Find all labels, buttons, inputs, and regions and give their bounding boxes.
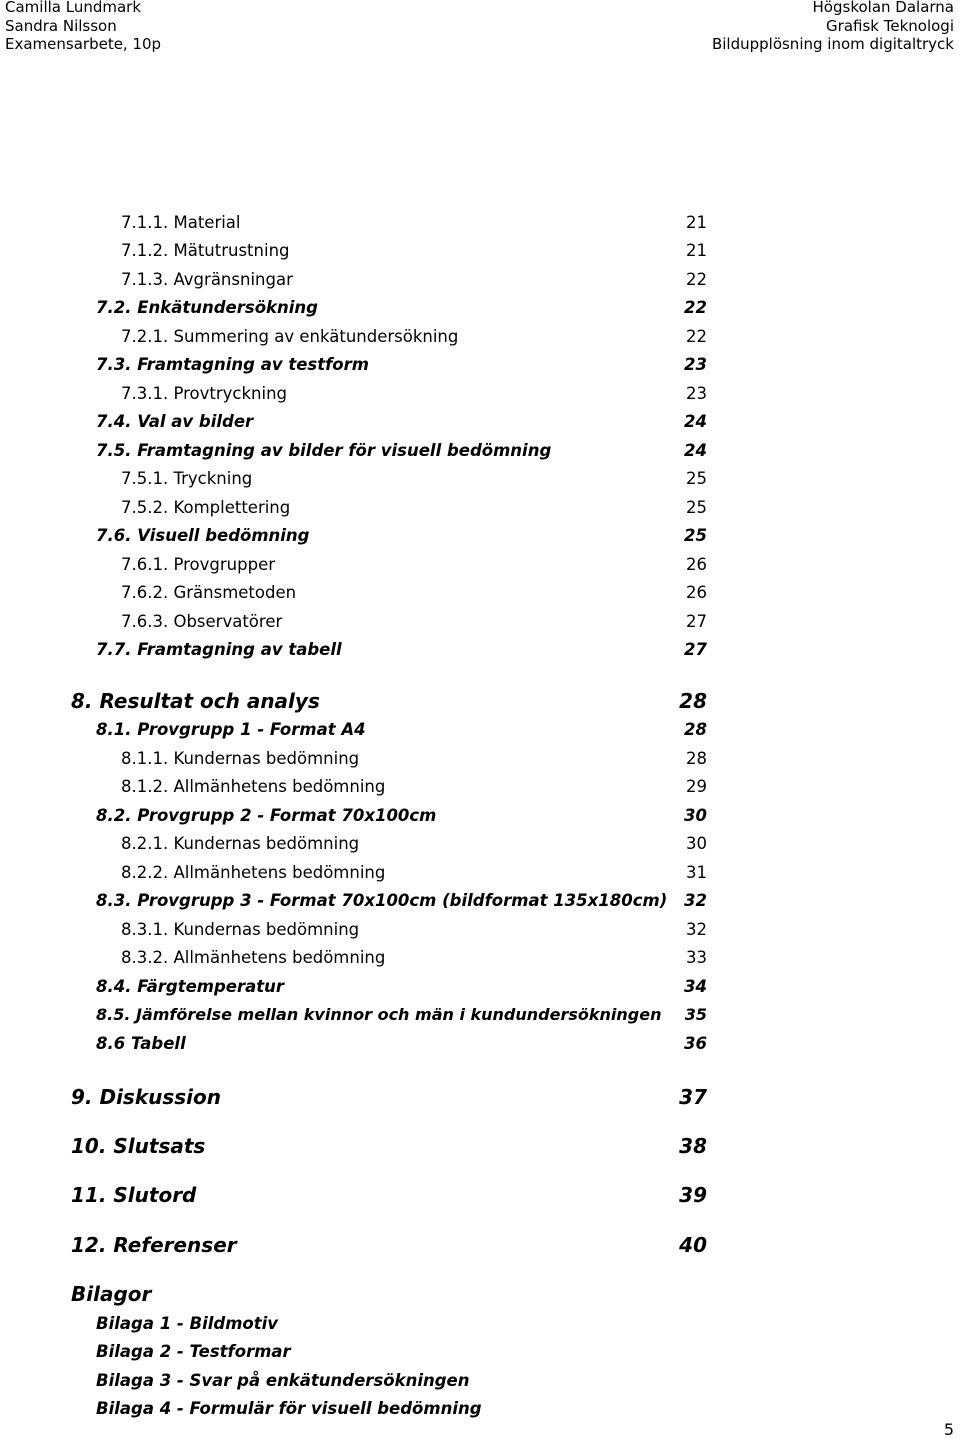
toc-chapter [0,1085,960,1111]
toc-entry [0,384,960,410]
toc-chapter [0,1134,960,1160]
toc-entry-label: 7.6.3. Observatörer [121,612,283,631]
toc-entry-label: 8.1.1. Kundernas bedömning [121,749,360,768]
toc-entry-page: 27 [686,612,707,631]
toc-entry-label: 7.6.1. Provgrupper [121,555,276,574]
toc-entry-label: 7.7. Framtagning av tabell [96,640,342,659]
toc-entry [0,270,960,296]
toc-entry-page: 29 [686,777,707,796]
toc-entry-page: 21 [686,241,707,260]
toc-entry-page: 31 [686,863,707,882]
toc-entry-page: 22 [686,270,707,289]
toc-entry-label: 8.4. Färgtemperatur [96,977,285,996]
toc-appendix [0,1314,960,1340]
toc-appendix-label: Bilaga 2 - Testformar [96,1342,291,1361]
toc-entry-page: 22 [684,298,707,317]
toc-entry [0,834,960,860]
toc-chapter-label: 10. Slutsats [71,1134,206,1158]
toc-entry-label: 8.1. Provgrupp 1 - Format A4 [96,720,366,739]
toc-appendix [0,1342,960,1368]
toc-appendix [0,1371,960,1397]
department: Grafisk Teknologi [826,16,954,35]
toc-entry [0,640,960,666]
toc-entry-page: 24 [684,412,707,431]
toc-entry [0,583,960,609]
toc-chapter-page: 28 [679,689,707,713]
toc-entry-label: 8.1.2. Allmänhetens bedömning [121,777,386,796]
toc-entry-label: 8.2.2. Allmänhetens bedömning [121,863,386,882]
toc-entry [0,977,960,1003]
toc-entry-label: 8.6 Tabell [96,1034,186,1053]
toc-chapter-page: 39 [679,1183,707,1207]
page-number: 5 [943,1420,954,1439]
toc-chapter-page: 37 [679,1085,707,1109]
toc-entry-page: 32 [686,920,707,939]
toc-entry [0,526,960,552]
toc-entry-label: 7.4. Val av bilder [96,412,254,431]
toc-entry-label: 7.5. Framtagning av bilder för visuell bedömning [96,441,552,460]
toc-entry [0,412,960,438]
toc-appendix-heading [0,1282,960,1308]
toc-entry-label: 7.3.1. Provtryckning [121,384,288,403]
toc-entry-page: 21 [686,213,707,232]
toc-entry-page: 28 [684,720,707,739]
toc-entry-label: 7.1.1. Material [121,213,241,232]
toc-entry [0,1005,960,1031]
toc-appendix-heading-label: Bilagor [71,1282,152,1306]
toc-entry-page: 22 [686,327,707,346]
toc-appendix-label: Bilaga 3 - Svar på enkätundersökningen [96,1371,470,1390]
toc-entry-label: 8.3. Provgrupp 3 - Format 70x100cm (bildformat 135x180cm) [96,891,668,910]
institution: Högskolan Dalarna [812,0,954,16]
toc-entry-page: 25 [684,526,707,545]
toc-entry [0,806,960,832]
toc-entry-label: 7.6. Visuell bedömning [96,526,310,545]
toc-entry-page: 36 [684,1034,707,1053]
toc-entry-page: 26 [686,583,707,602]
toc-chapter [0,689,960,715]
toc-entry [0,612,960,638]
toc-entry-label: 7.6.2. Gränsmetoden [121,583,297,602]
toc-entry-page: 30 [686,834,707,853]
toc-entry-page: 23 [686,384,707,403]
toc-entry [0,355,960,381]
toc-entry-page: 25 [686,498,707,517]
toc-entry [0,920,960,946]
toc-entry-page: 28 [686,749,707,768]
toc-entry [0,213,960,239]
toc-entry [0,469,960,495]
toc-entry [0,1034,960,1060]
toc-entry-label: 7.1.3. Avgränsningar [121,270,293,289]
toc-chapter [0,1233,960,1259]
toc-chapter-label: 9. Diskussion [71,1085,222,1109]
toc-entry-label: 7.2.1. Summering av enkätundersökning [121,327,459,346]
toc-entry-label: 7.1.2. Mätutrustning [121,241,290,260]
toc-entry [0,327,960,353]
toc-appendix-label: Bilaga 4 - Formulär för visuell bedömning [96,1399,482,1418]
toc-entry-page: 33 [686,948,707,967]
toc-entry [0,720,960,746]
toc-entry [0,891,960,917]
toc-entry-label: 7.5.2. Komplettering [121,498,291,517]
thesis-type: Examensarbete, 10p [5,35,162,53]
thesis-title: Bildupplösning inom digitaltryck [711,35,954,53]
toc-entry [0,863,960,889]
toc-entry-label: 7.2. Enkätundersökning [96,298,318,317]
toc-entry [0,555,960,581]
author-2: Sandra Nilsson [5,16,117,35]
toc-entry-label: 8.3.1. Kundernas bedömning [121,920,360,939]
toc-chapter-label: 12. Referenser [71,1233,237,1257]
toc-entry-label: 8.2. Provgrupp 2 - Format 70x100cm [96,806,437,825]
toc-entry [0,749,960,775]
toc-entry-page: 23 [684,355,707,374]
author-1: Camilla Lundmark [5,0,142,16]
toc-entry [0,441,960,467]
toc-entry-page: 35 [684,1005,707,1024]
toc-appendix-label: Bilaga 1 - Bildmotiv [96,1314,279,1333]
toc-entry [0,498,960,524]
toc-entry-label: 8.5. Jämförelse mellan kvinnor och män i kundundersökningen [96,1005,662,1024]
toc-entry-page: 30 [684,806,707,825]
toc-chapter-label: 8. Resultat och analys [71,689,320,713]
toc-entry-page: 34 [684,977,707,996]
toc-entry-page: 32 [684,891,707,910]
toc-entry [0,948,960,974]
toc-chapter-label: 11. Slutord [71,1183,197,1207]
toc-chapter-page: 38 [679,1134,707,1158]
toc-chapter-page: 40 [679,1233,707,1257]
toc-entry [0,777,960,803]
toc-entry [0,241,960,267]
toc-entry [0,298,960,324]
toc-chapter [0,1183,960,1209]
toc-entry-label: 7.3. Framtagning av testform [96,355,369,374]
toc-appendix [0,1399,960,1425]
toc-entry-page: 27 [684,640,707,659]
toc-entry-label: 8.2.1. Kundernas bedömning [121,834,360,853]
toc-entry-label: 7.5.1. Tryckning [121,469,253,488]
toc-entry-page: 24 [684,441,707,460]
toc-entry-page: 26 [686,555,707,574]
toc-entry-label: 8.3.2. Allmänhetens bedömning [121,948,386,967]
toc-entry-page: 25 [686,469,707,488]
